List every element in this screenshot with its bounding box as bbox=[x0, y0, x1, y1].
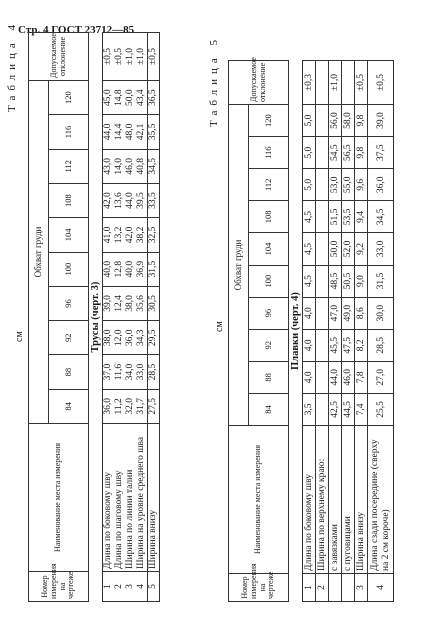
value-cell: 36,9 bbox=[136, 260, 146, 278]
value-cell: 36,0 bbox=[125, 329, 135, 347]
table5-size-108: 108 bbox=[249, 201, 289, 233]
value-cell: 32,5 bbox=[148, 226, 158, 244]
value-cell: 28,5 bbox=[148, 363, 158, 381]
value-cell: 47,5 bbox=[342, 329, 355, 361]
value-cell: 52,0 bbox=[342, 233, 355, 265]
table4-size-96: 96 bbox=[49, 286, 89, 320]
value-cell: 9,0 bbox=[355, 265, 368, 297]
row-number: 5 bbox=[148, 584, 158, 589]
value-cell: 14,4 bbox=[114, 123, 124, 141]
tolerance-cell: ±1,0 bbox=[125, 47, 135, 66]
value-cell: 41,0 bbox=[103, 226, 113, 244]
value-cell: 13,6 bbox=[114, 192, 124, 209]
table5-size-88: 88 bbox=[249, 361, 289, 393]
value-cell: 4,0 bbox=[303, 329, 316, 361]
row-number: 2 bbox=[114, 584, 124, 589]
value-cell: 34,3 bbox=[136, 329, 146, 347]
tolerance-cell: ±0,3 bbox=[303, 61, 316, 105]
table5-size-96: 96 bbox=[249, 297, 289, 329]
t4-head-group: Обхват груди bbox=[29, 81, 49, 424]
value-cell bbox=[316, 233, 329, 265]
value-cell: 46,0 bbox=[342, 361, 355, 393]
value-cell: 13,2 bbox=[114, 226, 124, 244]
tolerance-cell: ±0,5 bbox=[114, 47, 124, 66]
value-cell: 47,0 bbox=[329, 297, 342, 329]
measurement-name: с завязками bbox=[329, 426, 342, 574]
tolerance-cell: ±0,5 bbox=[148, 47, 158, 66]
value-cell: 31,5 bbox=[148, 260, 158, 278]
measurement-name: Длина по боковому шву bbox=[303, 426, 316, 574]
table4 bbox=[28, 32, 160, 602]
table4-size-112: 112 bbox=[49, 149, 89, 183]
value-cell: 40,0 bbox=[103, 260, 113, 278]
table-row bbox=[148, 33, 160, 602]
value-cell: 7,8 bbox=[355, 361, 368, 393]
table-row bbox=[368, 61, 394, 602]
tolerance-cell: ±0,5 bbox=[103, 47, 113, 66]
value-cell: 55,0 bbox=[342, 169, 355, 201]
table5 bbox=[228, 57, 394, 602]
measurement-name: Ширина внизу bbox=[148, 509, 158, 569]
value-cell: 40,0 bbox=[125, 260, 135, 278]
row-number: 3 bbox=[355, 574, 368, 602]
value-cell: 11,2 bbox=[114, 398, 124, 415]
value-cell: 39,5 bbox=[136, 192, 146, 209]
value-cell: 42,0 bbox=[125, 226, 135, 244]
value-cell: 43,0 bbox=[103, 157, 113, 175]
measurement-name: Ширина на уровне среднего шва bbox=[136, 436, 146, 569]
value-cell: 4,0 bbox=[303, 297, 316, 329]
value-cell: 44,0 bbox=[103, 123, 113, 141]
row-number: 3 bbox=[125, 584, 135, 589]
value-cell: 42,5 bbox=[329, 393, 342, 425]
tolerance-cell: ±1,0 bbox=[136, 47, 146, 66]
value-cell: 48,5 bbox=[329, 265, 342, 297]
value-cell: 39,0 bbox=[368, 105, 394, 137]
value-cell: 49,0 bbox=[342, 297, 355, 329]
table5-unit: см bbox=[214, 321, 225, 332]
value-cell: 34,5 bbox=[148, 157, 158, 175]
value-cell bbox=[316, 265, 329, 297]
value-cell bbox=[316, 393, 329, 425]
row-number bbox=[342, 574, 355, 602]
t4-head-no: Номер измерения на чертеже bbox=[29, 572, 89, 602]
table-row bbox=[329, 61, 342, 602]
value-cell: 7,4 bbox=[355, 393, 368, 425]
measurement-name: Длина по шаговому шву bbox=[114, 470, 124, 569]
value-cell: 30,5 bbox=[148, 295, 158, 312]
value-cell: 4,0 bbox=[303, 361, 316, 393]
value-cell: 38,0 bbox=[103, 329, 113, 347]
value-cell: 25,5 bbox=[368, 393, 394, 425]
value-cell: 3,5 bbox=[303, 393, 316, 425]
value-cell: 31,7 bbox=[136, 398, 146, 415]
table5-caption: Плавки (черт. 4) bbox=[290, 292, 301, 370]
value-cell: 36,0 bbox=[103, 398, 113, 415]
value-cell: 9,6 bbox=[355, 169, 368, 201]
value-cell: 37,5 bbox=[368, 137, 394, 169]
value-cell: 45,5 bbox=[329, 329, 342, 361]
value-cell: 35,6 bbox=[136, 295, 146, 312]
value-cell: 32,0 bbox=[125, 398, 135, 415]
table5-size-104: 104 bbox=[249, 233, 289, 265]
table-row bbox=[103, 33, 148, 602]
table4-unit: см bbox=[14, 331, 25, 342]
value-cell: 11,6 bbox=[114, 363, 124, 381]
table5-size-84: 84 bbox=[249, 393, 289, 425]
table4-size-92: 92 bbox=[49, 321, 89, 355]
table4-caption: Трусы (черт. 3) bbox=[90, 281, 101, 353]
row-number: 1 bbox=[103, 584, 113, 589]
value-cell bbox=[316, 297, 329, 329]
table-row bbox=[303, 61, 316, 602]
value-cell: 14,0 bbox=[114, 157, 124, 175]
value-cell: 4,5 bbox=[303, 233, 316, 265]
value-cell: 9,8 bbox=[355, 105, 368, 137]
page-header: Стр. 4 ГОСТ 23712—85 bbox=[18, 24, 135, 36]
value-cell: 33,5 bbox=[148, 192, 158, 209]
measurement-name: с пуговицами bbox=[342, 426, 355, 574]
table4-size-116: 116 bbox=[49, 115, 89, 149]
value-cell: 42,1 bbox=[136, 123, 146, 141]
value-cell: 50,0 bbox=[329, 233, 342, 265]
tolerance-cell bbox=[316, 61, 329, 105]
value-cell: 56,5 bbox=[342, 137, 355, 169]
value-cell: 50,0 bbox=[125, 89, 135, 106]
row-number: 2 bbox=[316, 574, 329, 602]
t5-head-tol: Допускаемое отклонение bbox=[229, 61, 289, 105]
table4-size-104: 104 bbox=[49, 218, 89, 252]
value-cell: 54,5 bbox=[329, 137, 342, 169]
table4-size-108: 108 bbox=[49, 183, 89, 217]
table5-size-100: 100 bbox=[249, 265, 289, 297]
value-cell: 34,5 bbox=[368, 201, 394, 233]
measurement-name: Длина сзади посередине (сверху на 2 см короче) bbox=[368, 426, 394, 574]
value-cell: 33,0 bbox=[136, 363, 146, 381]
table5-size-112: 112 bbox=[249, 169, 289, 201]
value-cell: 44,5 bbox=[342, 393, 355, 425]
value-cell: 14,8 bbox=[114, 89, 124, 106]
value-cell: 12,8 bbox=[114, 260, 124, 278]
t4-head-tol: Допускаемое отклонение bbox=[29, 33, 89, 81]
value-cell: 30,0 bbox=[368, 297, 394, 329]
table5-size-92: 92 bbox=[249, 329, 289, 361]
row-number bbox=[329, 574, 342, 602]
row-number: 4 bbox=[136, 584, 146, 589]
value-cell: 12,4 bbox=[114, 295, 124, 312]
table5-size-116: 116 bbox=[249, 137, 289, 169]
value-cell: 27,0 bbox=[368, 361, 394, 393]
value-cell bbox=[316, 361, 329, 393]
value-cell: 45,0 bbox=[103, 89, 113, 106]
value-cell: 4,5 bbox=[303, 201, 316, 233]
value-cell: 29,5 bbox=[148, 329, 158, 347]
value-cell bbox=[316, 201, 329, 233]
value-cell: 27,5 bbox=[148, 398, 158, 415]
table4-size-88: 88 bbox=[49, 355, 89, 389]
table4-label: Таблица 4 bbox=[6, 19, 18, 112]
tolerance-cell: ±0,5 bbox=[368, 61, 394, 105]
value-cell: 40,8 bbox=[136, 157, 146, 175]
t5-head-name: Наименование места измерения bbox=[229, 426, 289, 574]
tolerance-cell bbox=[342, 61, 355, 105]
value-cell: 39,0 bbox=[103, 295, 113, 312]
measurement-name: Ширина по линии талии bbox=[125, 469, 135, 569]
value-cell: 8,2 bbox=[355, 329, 368, 361]
row-number: 1 bbox=[303, 574, 316, 602]
value-cell: 42,0 bbox=[103, 192, 113, 209]
value-cell: 50,5 bbox=[342, 265, 355, 297]
measurement-name: Ширина по верхнему краю: bbox=[316, 426, 329, 574]
value-cell: 38,2 bbox=[136, 226, 146, 244]
table5-size-120: 120 bbox=[249, 105, 289, 137]
table4-size-120: 120 bbox=[49, 81, 89, 115]
value-cell: 37,0 bbox=[103, 363, 113, 381]
table-row bbox=[342, 61, 355, 602]
value-cell: 53,0 bbox=[329, 169, 342, 201]
value-cell: 56,0 bbox=[329, 105, 342, 137]
value-cell: 33,0 bbox=[368, 233, 394, 265]
value-cell: 5,0 bbox=[303, 105, 316, 137]
value-cell: 44,0 bbox=[125, 192, 135, 209]
value-cell: 9,4 bbox=[355, 201, 368, 233]
tolerance-cell: ±1,0 bbox=[329, 61, 342, 105]
value-cell: 31,5 bbox=[368, 265, 394, 297]
tolerance-cell: ±0,5 bbox=[355, 61, 368, 105]
value-cell: 44,0 bbox=[329, 361, 342, 393]
value-cell bbox=[316, 329, 329, 361]
value-cell: 9,2 bbox=[355, 233, 368, 265]
measurement-name: Ширина внизу bbox=[355, 426, 368, 574]
value-cell: 53,5 bbox=[342, 201, 355, 233]
value-cell: 34,0 bbox=[125, 363, 135, 381]
value-cell: 28,5 bbox=[368, 329, 394, 361]
measurement-name: Длина по боковому шву bbox=[103, 471, 113, 569]
value-cell bbox=[316, 169, 329, 201]
table-row bbox=[355, 61, 368, 602]
value-cell: 51,5 bbox=[329, 201, 342, 233]
value-cell: 36,5 bbox=[148, 89, 158, 106]
t5-head-no: Номер измерения на чертеже bbox=[229, 574, 289, 602]
table4-size-84: 84 bbox=[49, 389, 89, 423]
value-cell: 48,0 bbox=[125, 123, 135, 141]
table-row bbox=[316, 61, 329, 602]
value-cell: 35,5 bbox=[148, 123, 158, 141]
value-cell: 4,5 bbox=[303, 265, 316, 297]
value-cell: 46,0 bbox=[125, 157, 135, 175]
value-cell: 9,8 bbox=[355, 137, 368, 169]
value-cell: 38,0 bbox=[125, 295, 135, 312]
value-cell: 12,0 bbox=[114, 329, 124, 347]
table4-size-100: 100 bbox=[49, 252, 89, 286]
value-cell: 5,0 bbox=[303, 169, 316, 201]
t4-head-name: Наименование места измерения bbox=[29, 424, 89, 572]
table5-label: Таблица 5 bbox=[208, 34, 220, 127]
row-number: 4 bbox=[368, 574, 394, 602]
value-cell: 5,0 bbox=[303, 137, 316, 169]
value-cell bbox=[316, 137, 329, 169]
value-cell: 43,4 bbox=[136, 89, 146, 106]
value-cell: 8,6 bbox=[355, 297, 368, 329]
value-cell: 36,0 bbox=[368, 169, 394, 201]
value-cell bbox=[316, 105, 329, 137]
value-cell: 58,0 bbox=[342, 105, 355, 137]
t5-head-group: Обхват груди bbox=[229, 105, 249, 426]
